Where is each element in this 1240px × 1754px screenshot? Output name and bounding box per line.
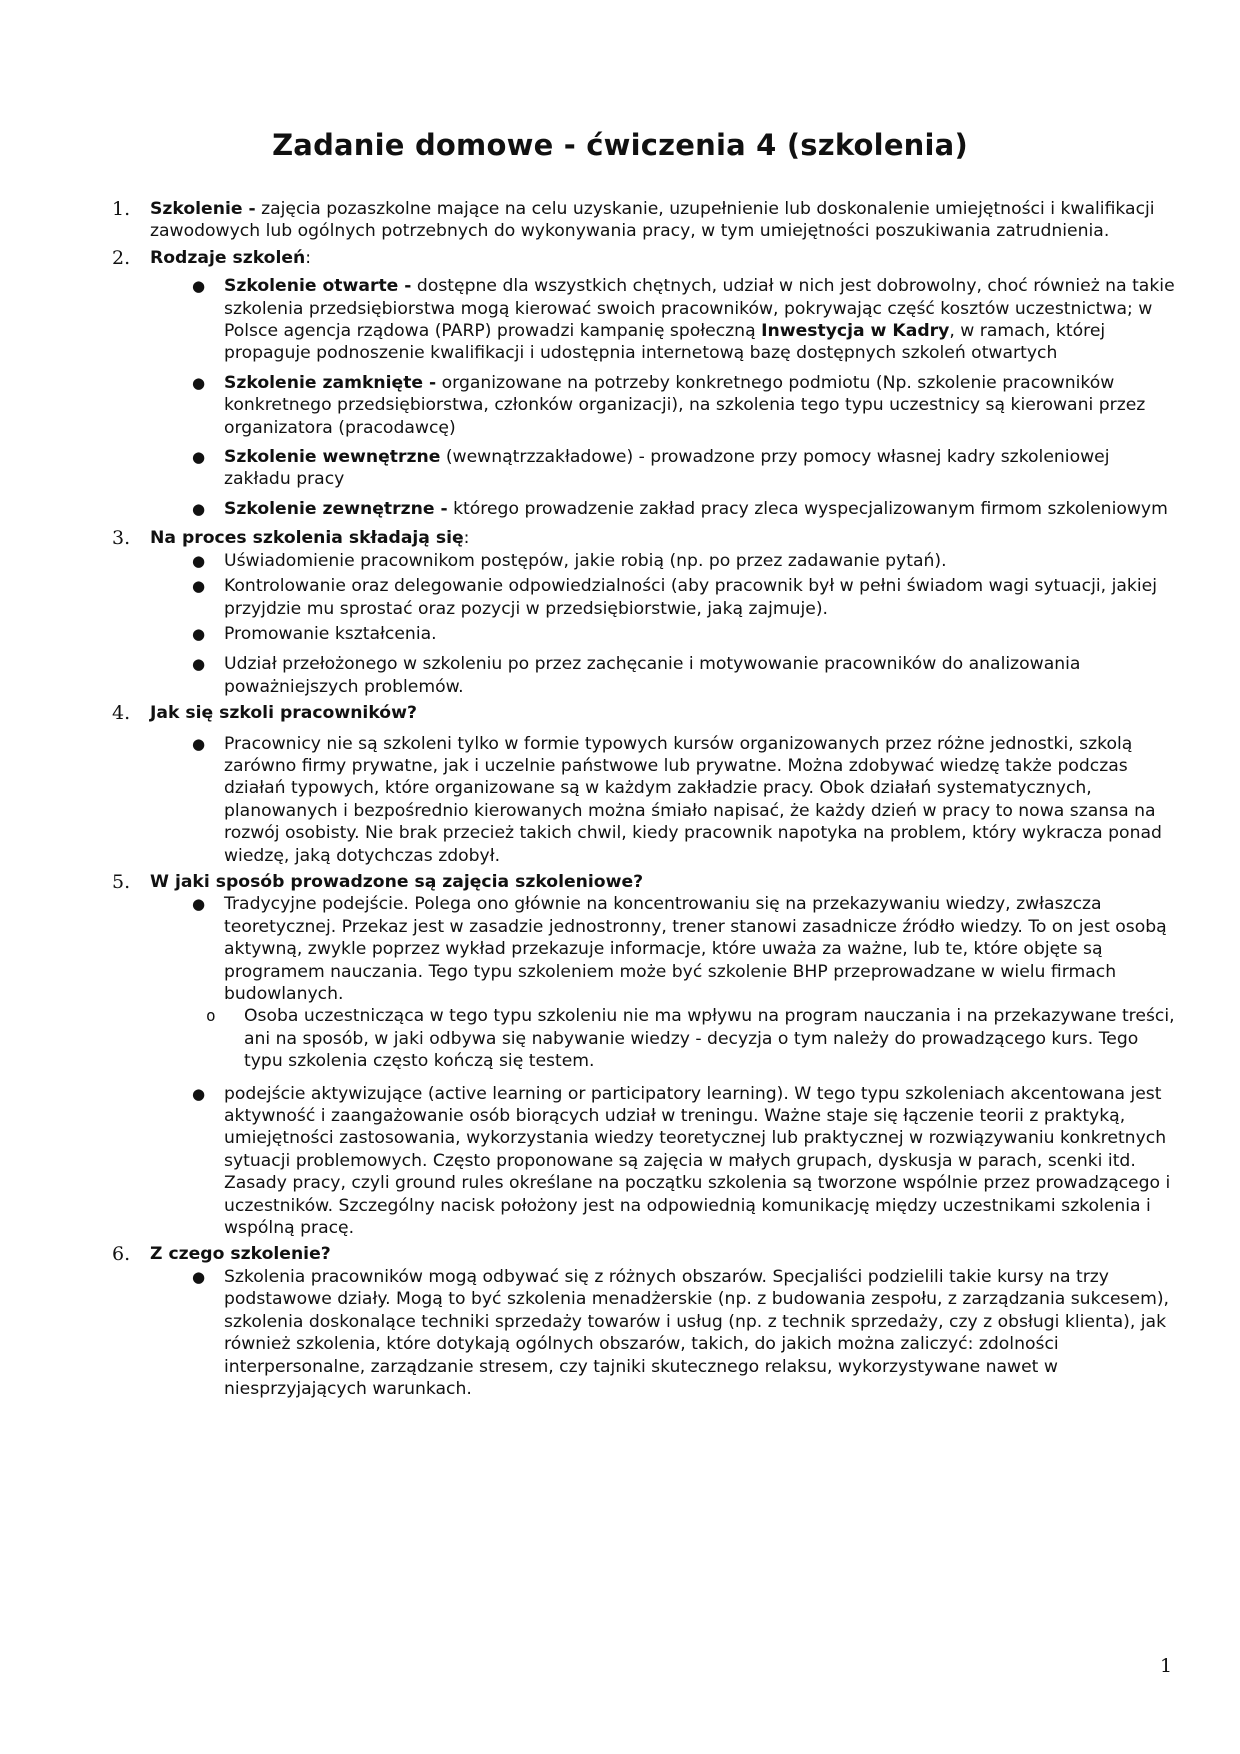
term-szkolenie: Szkolenie - [150, 199, 256, 219]
bullet-text: podejście aktywizujące (active learning or participatory learning). W tego typu szkoleniach akcentowana jest aktywność i zaangażowanie osób biorących udział w treningu. Ważne staje się łączenie teorii z praktyką, umiejętności zastosowania, wykorzystania wiedzy teoretycznej lub praktycznej w rozwiązywaniu konkretnych sytuacji problemowych. Często proponowane są zajęcia w małych grupach, dyskusja w parach, scenki itd. Zasady pracy, czyli ground rules określane na początku szkolenia są tworzone wspólnie przez prowadzącego i uczestników. Szczególny nacisk położony jest na odpowiednią komunikację między uczestnikami szkolenia i wspólną pracę. [224, 1083, 1171, 1239]
section-heading: Z czego szkolenie? [150, 1244, 331, 1265]
list-item-5 [112, 870, 1180, 1240]
sub-bullet-text: Osoba uczestnicząca w tego typu szkoleniu nie ma wpływu na program nauczania i na przekazywane treści, ani na sposób, w jaki odbywa się nabywanie wiedzy - decyzja o tym należy do prowadzącego kurs. Tego typu szkolenia często kończą się testem. [244, 1006, 1175, 1072]
item-number: 3. [112, 527, 131, 550]
item-number: 5. [112, 870, 131, 893]
bullet-text: , w ramach, której propaguje podnoszenie kwalifikacji i udostępnia internetową bazę dostępnych szkoleń otwartych [224, 321, 1106, 364]
bullet-text: Kontrolowanie oraz delegowanie odpowiedzialności (aby pracownik był w pełni świadom wagi sytuacji, jakiej przyjdzie mu sprostać oraz pozycji w przedsiębiorstwie, jaką zajmuje). [224, 576, 1157, 619]
list-item-1 [112, 198, 1180, 243]
bullet-list [150, 893, 1180, 1239]
item-number: 6. [112, 1243, 131, 1266]
page-number: 1 [1160, 1655, 1173, 1677]
bullet-term: Szkolenie wewnętrzne [224, 447, 441, 468]
list-item-3 [112, 527, 1180, 698]
bullet-icon: ● [192, 624, 206, 643]
bullet-icon: ● [192, 551, 206, 570]
bullet-text: Promowanie kształcenia. [224, 623, 437, 644]
section-heading: Na proces szkolenia składają się [150, 528, 464, 549]
bullet-term: Szkolenie otwarte - [224, 276, 412, 297]
document-body [112, 198, 1180, 1404]
bullet-text: (wewnątrzzakładowe) - prowadzone przy pomocy własnej kadry szkoleniowej zakładu pracy [224, 447, 1110, 490]
section-heading: Rodzaje szkoleń [150, 247, 306, 268]
bullet-text: Pracownicy nie są szkoleni tylko w formie typowych kursów organizowanych przez różne jednostki, szkolą zarówno firmy prywatne, jak i uczelnie państwowe lub prywatne. Można zdobywać wiedzę także podczas działań typowych, które organizowane są w każdym zakładzie pracy. Obok działań systematycznych, planowanych i bezpośrednio kierowanych można śmiało napisać, że każdy dzień w pracy to nowa szansa na rozwój osobisty. Nie brak przecież takich chwil, kiedy pracownik napotyka na problem, który wykracza ponad wiedzę, jaką dotychczas zdobył. [224, 733, 1162, 866]
bullet-icon: ● [192, 277, 206, 296]
bullet-item [150, 1083, 1180, 1240]
bullet-icon: ● [192, 1084, 206, 1103]
bullet-term: Szkolenie zewnętrzne - [224, 498, 448, 519]
bullet-text: Udział przełożonego w szkoleniu po przez zachęcanie i motywowanie pracowników do analizowania poważniejszych problemów. [224, 654, 1081, 697]
bullet-list [150, 550, 1180, 698]
item-number: 4. [112, 702, 131, 725]
section-heading: Jak się szkoli pracowników? [150, 703, 417, 724]
bullet-item [150, 550, 1180, 572]
heading-suffix: : [463, 528, 470, 549]
bullet-item [150, 623, 1180, 645]
bullet-item [150, 575, 1180, 620]
bullet-icon: ● [192, 373, 206, 392]
bullet-term: Szkolenie zamknięte - [224, 372, 437, 393]
circle-bullet-icon: o [206, 1006, 216, 1026]
heading-suffix: : [305, 247, 312, 268]
bullet-text: organizowane na potrzeby konkretnego podmiotu (Np. szkolenie pracowników konkretnego przedsiębiorstwa, członków organizacji), na szkolenia tego typu uczestnicy są kierowani przez organizatora (pracodawcę) [224, 372, 1146, 438]
bullet-list [150, 275, 1180, 520]
bullet-item [150, 275, 1180, 365]
sub-bullet-item [150, 1005, 1180, 1072]
bullet-text: Tradycyjne podejście. Polega ono głównie na koncentrowaniu się na przekazywaniu wiedzy, zwłaszcza teoretycznej. Przekaz jest w zasadzie jednostronny, trener stanowi zasadnicze źródło wiedzy. To on jest osobą aktywną, zwykle poprzez wykład przekazuje informacje, które uważa za ważne, lub te, które objęte są programem nauczania. Tego typu szkoleniem może być szkolenie BHP przeprowadzane w wielu firmach budowlanych. [224, 894, 1167, 1004]
bullet-icon: ● [192, 499, 206, 518]
bullet-text: Szkolenia pracowników mogą odbywać się z różnych obszarów. Specjaliści podzielili takie kursy na trzy podstawowe działy. Mogą to być szkolenia menadżerskie (np. z budowania zespołu, z zarządzania sukcesem), szkolenia doskonalące techniki sprzedaży towarów i usług (np. z technik sprzedaży, czy z obsługi klienta), jak również szkolenia, które dotykają ogólnych obszarów, takich, do jakich można zaliczyć: zdolności interpersonalne, zarządzanie stresem, czy tajniki skutecznego relaksu, wykorzystywane nawet w niesprzyjających warunkach. [224, 1266, 1169, 1399]
bullet-icon: ● [192, 734, 206, 753]
bullet-icon: ● [192, 655, 206, 674]
list-item-2 [112, 246, 1180, 520]
document-title: Zadanie domowe - ćwiczenia 4 (szkolenia) [272, 128, 968, 162]
bullet-text: Uświadomienie pracownikom postępów, jakie robią (np. po przez zadawanie pytań). [224, 550, 947, 571]
bullet-term-secondary: Inwestycja w Kadry [761, 321, 950, 342]
bullet-item [150, 498, 1180, 520]
bullet-item [150, 446, 1180, 491]
bullet-icon: ● [192, 1267, 206, 1286]
sub-bullet-list [150, 1005, 1180, 1072]
bullet-icon: ● [192, 895, 206, 914]
item-number: 2. [112, 246, 131, 269]
bullet-list [150, 733, 1180, 867]
bullet-icon: ● [192, 577, 206, 596]
bullet-item [150, 733, 1180, 867]
numbered-list [112, 198, 1180, 1400]
bullet-icon: ● [192, 448, 206, 467]
bullet-list [150, 1266, 1180, 1400]
bullet-item [150, 1266, 1180, 1400]
bullet-item [150, 653, 1180, 698]
bullet-item [150, 372, 1180, 439]
definition-text: zajęcia pozaszkolne mające na celu uzyskanie, uzupełnienie lub doskonalenie umiejętności i kwalifikacji zawodowych lub ogólnych potrzebnych do wykonywania pracy, w tym umiejętności poszukiwania zatrudnienia. [150, 199, 1155, 242]
item-number: 1. [112, 198, 131, 220]
bullet-text: którego prowadzenie zakład pracy zleca wyspecjalizowanym firmom szkoleniowym [447, 498, 1168, 519]
list-item-6 [112, 1243, 1180, 1400]
list-item-4 [112, 702, 1180, 867]
bullet-text: dostępne dla wszystkich chętnych, udział w nich jest dobrowolny, choć również na takie szkolenia przedsiębiorstwa mogą kierować swoich pracowników, pokrywając część kosztów uczestnictwa; w Polsce agencja rządowa (PARP) prowadzi kampanię społeczną [224, 276, 1175, 342]
section-heading: W jaki sposób prowadzone są zajęcia szkoleniowe? [150, 871, 644, 892]
bullet-item [150, 893, 1180, 1072]
